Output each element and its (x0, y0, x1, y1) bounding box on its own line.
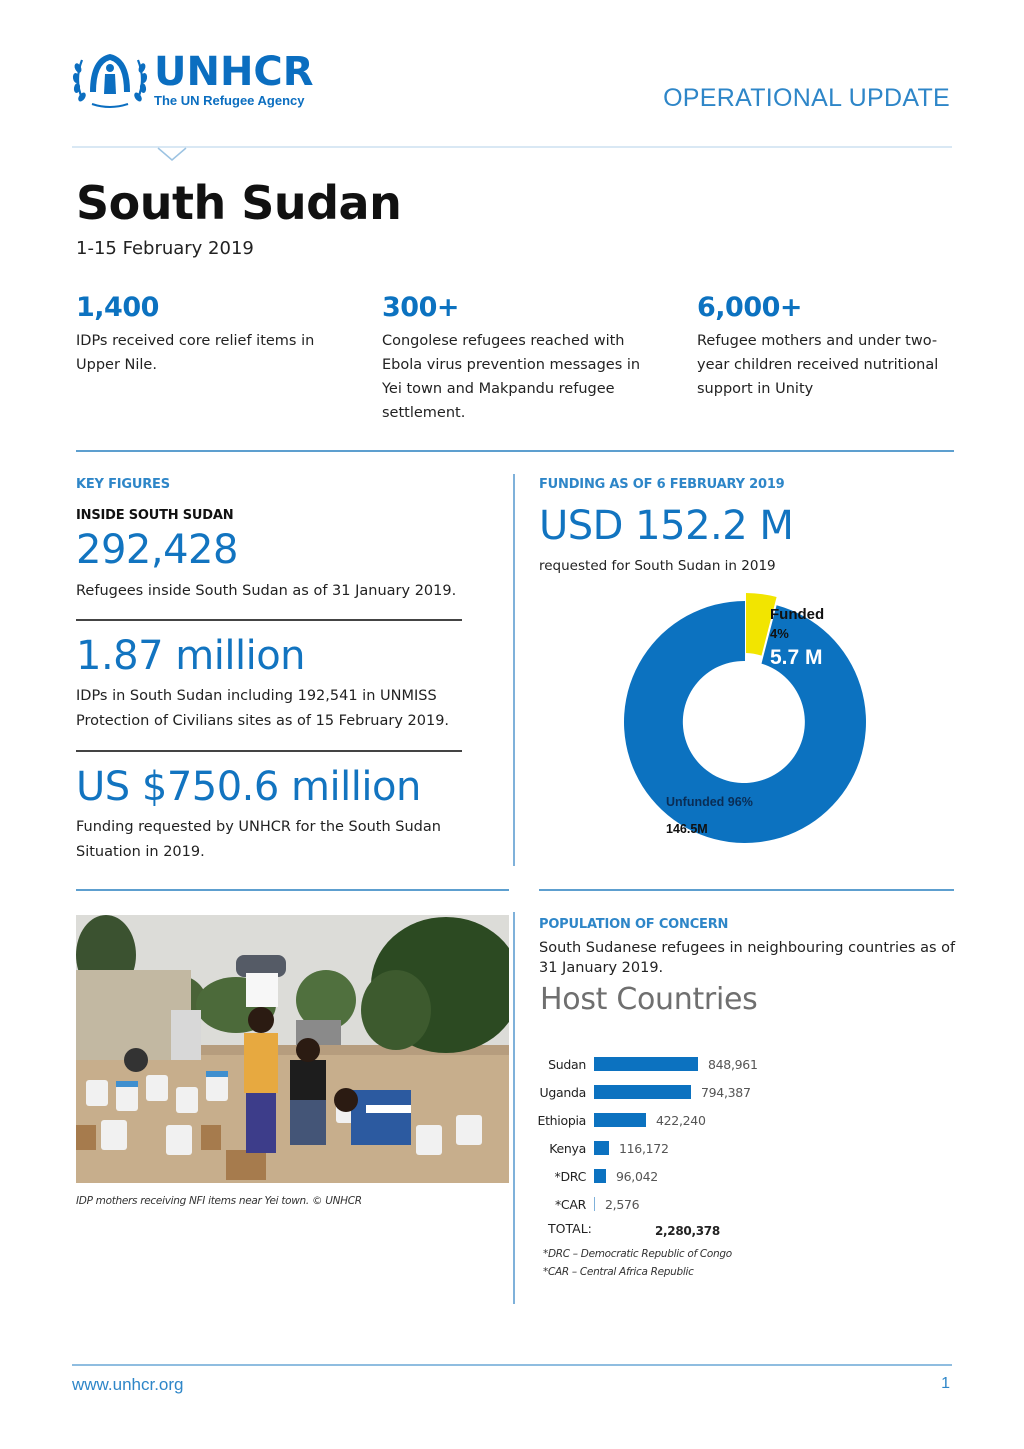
funding-label: FUNDING AS OF 6 FEBRUARY 2019 (539, 477, 785, 492)
bar-row-uganda (530, 1078, 790, 1106)
funding-amount: USD 152.2 M (539, 503, 794, 549)
funded-amount: 5.7 M (770, 646, 823, 669)
bar-value: 794,387 (701, 1084, 751, 1100)
bar-value: 116,172 (619, 1140, 669, 1156)
column-divider (513, 912, 515, 1304)
key-figure-divider (76, 750, 462, 752)
bar (594, 1197, 595, 1211)
date-range: 1-15 February 2019 (76, 238, 254, 259)
highlight-text: Refugee mothers and under two-year children received nutritional support in Unity (697, 333, 939, 397)
header-divider (72, 146, 952, 148)
unfunded-amount: 146.5M (666, 822, 708, 836)
bar-label: Kenya (549, 1140, 586, 1156)
funding-requested-text: Funding requested by UNHCR for the South Sudan Situation in 2019. (76, 819, 441, 860)
highlight-text: IDPs received core relief items in Upper Nile. (76, 333, 315, 373)
funded-pct: 4% (770, 626, 789, 641)
key-figures-label: KEY FIGURES (76, 477, 170, 492)
bar-row-sudan (530, 1050, 790, 1078)
bar-row-drc (530, 1162, 790, 1190)
bar-label: Uganda (539, 1084, 586, 1100)
bar-value: 2,576 (605, 1196, 640, 1212)
highlight-3 (697, 292, 959, 401)
refugees-inside-text: Refugees inside South Sudan as of 31 January 2019. (76, 583, 457, 599)
highlight-number: 1,400 (76, 292, 159, 323)
total-value: 2,280,378 (655, 1224, 720, 1238)
population-label: POPULATION OF CONCERN (539, 917, 729, 932)
bar (594, 1057, 698, 1071)
bar-label: Ethiopia (537, 1112, 586, 1128)
key-figures-sublabel: INSIDE SOUTH SUDAN (76, 508, 234, 523)
bar (594, 1113, 646, 1127)
document-type: OPERATIONAL UPDATE (663, 84, 950, 112)
footer-divider (72, 1364, 952, 1366)
host-countries-bar-chart (530, 1050, 790, 1218)
funded-label: Funded (770, 606, 825, 623)
bar-row-kenya (530, 1134, 790, 1162)
org-tagline: The UN Refugee Agency (154, 93, 305, 108)
page-title: South Sudan (76, 176, 402, 230)
distribution-photo (76, 915, 509, 1183)
idps-text: IDPs in South Sudan including 192,541 in UNMISS Protection of Civilians sites as of 15 February 2019. (76, 688, 450, 729)
bar (594, 1141, 609, 1155)
footnote-drc: *DRC – Democratic Republic of Congo (543, 1248, 732, 1260)
highlight-number: 6,000+ (697, 292, 803, 323)
host-countries-title: Host Countries (540, 982, 758, 1017)
donut-svg (618, 590, 874, 852)
highlight-2 (382, 292, 657, 425)
total-label: TOTAL: (548, 1221, 592, 1236)
key-figure-divider (76, 619, 462, 621)
section-divider (76, 450, 954, 452)
unhcr-emblem-icon (72, 48, 148, 112)
population-intro: South Sudanese refugees in neighbouring countries as of 31 January 2019. (539, 940, 956, 976)
column-divider (513, 474, 515, 866)
bar-row-car (530, 1190, 790, 1218)
chevron-down-icon (157, 147, 187, 161)
bar (594, 1085, 691, 1099)
bar-label: *DRC (554, 1168, 586, 1184)
bar-row-ethiopia (530, 1106, 790, 1134)
idps-value: 1.87 million (76, 633, 306, 679)
bar-label: *CAR (554, 1196, 586, 1212)
bar-label: Sudan (548, 1056, 586, 1072)
bar-value: 422,240 (656, 1112, 706, 1128)
bar-value: 848,961 (708, 1056, 758, 1072)
funding-requested-value: US $750.6 million (76, 764, 421, 810)
unfunded-label: Unfunded 96% (666, 795, 753, 809)
highlight-1 (76, 292, 351, 377)
funding-subtext: requested for South Sudan in 2019 (539, 558, 776, 574)
refugees-inside-value: 292,428 (76, 527, 238, 573)
bar (594, 1169, 606, 1183)
highlight-text: Congolese refugees reached with Ebola virus prevention messages in Yei town and Makpandu refugee settlement. (382, 333, 641, 421)
section-divider (539, 889, 954, 891)
website-link[interactable]: www.unhcr.org (72, 1375, 184, 1394)
photo-caption: IDP mothers receiving NFI items near Yei town. © UNHCR (76, 1195, 362, 1207)
highlight-number: 300+ (382, 292, 459, 323)
org-name: UNHCR (154, 49, 314, 95)
section-divider (76, 889, 509, 891)
unhcr-logo (72, 48, 342, 112)
bar-value: 96,042 (616, 1168, 658, 1184)
funding-donut-chart (618, 590, 874, 852)
photo-illustration (76, 915, 509, 1183)
footnote-car: *CAR – Central Africa Republic (543, 1266, 694, 1278)
page-number: 1 (941, 1375, 950, 1392)
